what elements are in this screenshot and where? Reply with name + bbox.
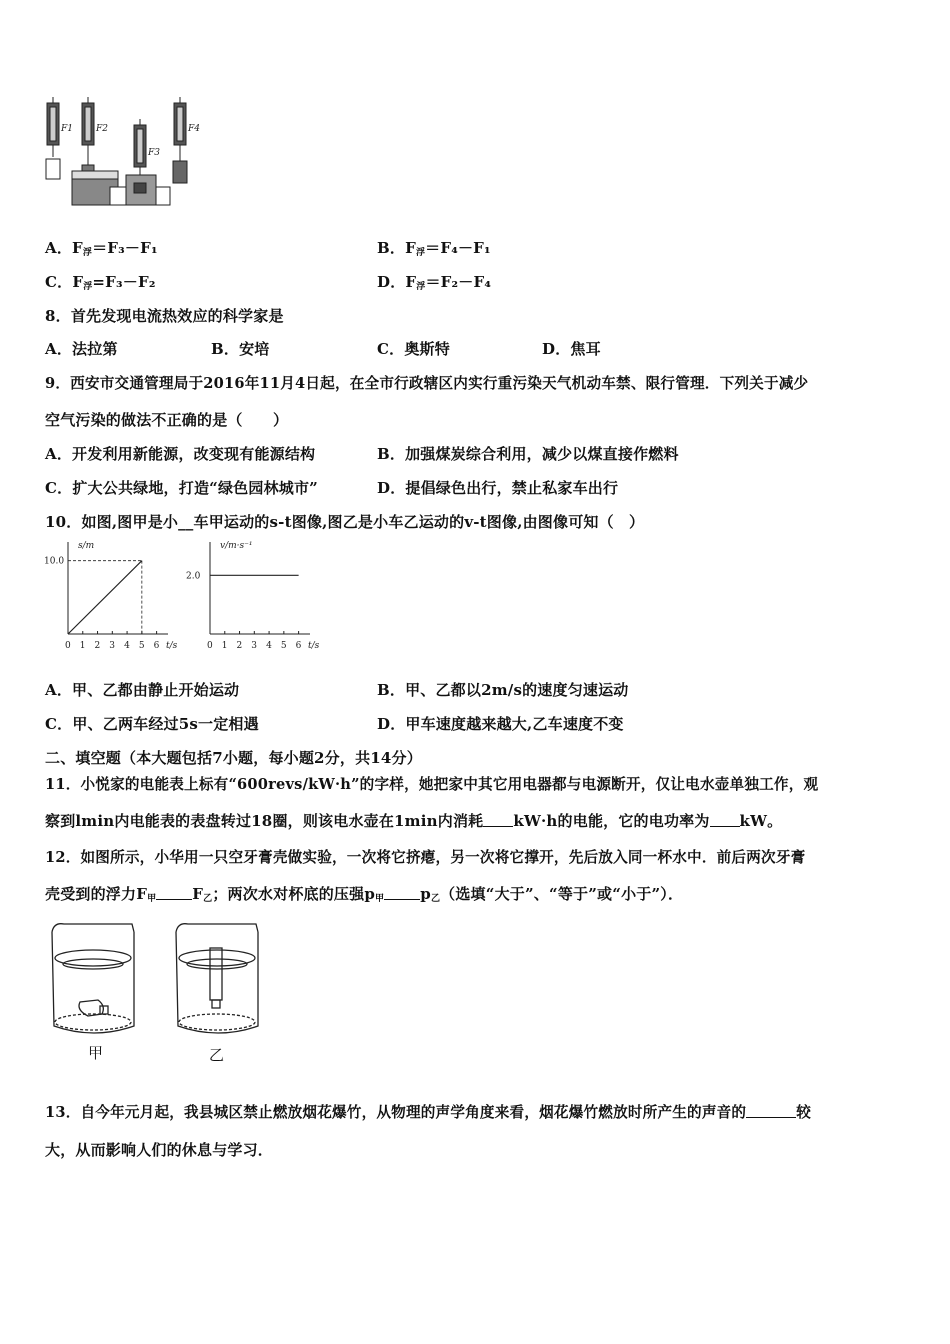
vt-x-tick-label: 5 <box>280 641 287 651</box>
q13-blank[interactable] <box>746 1105 796 1118</box>
q8-option-a: A．法拉第 <box>45 340 118 358</box>
q9-option-c: C．扩大公共绿地，打造“绿色园林城市” <box>45 479 318 497</box>
spring-scale-figure <box>40 95 220 213</box>
st-x-tick-label: 1 <box>79 641 86 651</box>
vt-y-tick-label: 2.0 <box>186 571 201 582</box>
st-x-label: t/s <box>166 641 178 651</box>
st-series-line <box>68 561 142 634</box>
q10-option-c: C．甲、乙两车经过5s一定相遇 <box>45 715 259 733</box>
q8-stem: 8．首先发现电流热效应的科学家是 <box>45 307 284 325</box>
q12-line1: 12．如图所示，小华用一只空牙膏壳做实验，一次将它挤瘪，另一次将它撑开，先后放入同一杯水中．前后两次牙膏 <box>45 849 806 866</box>
vt-x-tick-label: 1 <box>221 641 228 651</box>
q8-option-c: C．奥斯特 <box>377 340 450 358</box>
vt-y-label: v/m·s⁻¹ <box>220 541 253 551</box>
st-x-tick-label: 0 <box>65 641 71 651</box>
q7-option-b: B．$F_浮=F_4-F_1$ <box>377 239 491 258</box>
q11-line1: 11．小悦家的电能表上标有“600revs/kW·h”的字样，她把家中其它用电器都与电源断开，仅让电水壶单独工作，观 <box>45 776 819 793</box>
q7-option-a: A．$F_浮=F_3-F_1$ <box>45 239 158 258</box>
fig-label-jia: 甲 <box>88 1044 104 1062</box>
vt-x-label: t/s <box>308 641 320 651</box>
q7-option-c: C．$F_浮=F_3-F_2$ <box>45 273 156 292</box>
st-x-tick-label: 5 <box>138 641 145 651</box>
q9-option-a: A．开发利用新能源，改变现有能源结构 <box>45 445 316 463</box>
q10-stem: 10．如图,图甲是小__车甲运动的s-t图像,图乙是小车乙运动的v-t图像,由图像可知（ ） <box>45 513 645 531</box>
st-x-tick-label: 6 <box>153 641 160 651</box>
q10-option-b: B．甲、乙都以2m/s的速度匀速运动 <box>377 681 629 699</box>
st-x-tick-label: 2 <box>94 641 101 651</box>
vt-x-tick-label: 0 <box>207 641 213 651</box>
q12-blank-force[interactable] <box>156 887 192 900</box>
st-y-label: s/m <box>78 541 95 551</box>
q9-stem-line1: 9．西安市交通管理局于2016年11月4日起，在全市行政辖区内实行重污染天气机动车禁、限行管理．下列关于减少 <box>45 375 809 392</box>
st-x-tick-label: 3 <box>109 641 116 651</box>
q12-line2: 壳受到的浮力$F_甲$ $F_乙$；两次水对杯底的压强$p_甲$ $p_乙$（选填“大于”、“等于”或“小于”）． <box>45 885 684 904</box>
v-t-graph <box>184 540 320 655</box>
q11-line2: 察到lmin内电能表的表盘转过18圈，则该电水壶在1min内消耗 kW·h的电能，它的电功率为 kW。 <box>45 812 783 830</box>
q13-line1: 13．自今年元月起，我县城区禁止燃放烟花爆竹，从物理的声学角度来看，烟花爆竹燃放时所产生的声音的 较 <box>45 1104 812 1121</box>
st-x-tick-label: 4 <box>124 641 130 651</box>
vt-x-tick-label: 3 <box>251 641 258 651</box>
q13-line2: 大，从而影响人们的休息与学习． <box>45 1141 274 1159</box>
q11-blank-power[interactable] <box>710 814 740 827</box>
label-f2: F2 <box>96 124 108 134</box>
q8-option-d: D．焦耳 <box>542 340 601 358</box>
q7-option-d: D．$F_浮=F_2-F_4$ <box>377 273 492 292</box>
q9-option-d: D．提倡绿色出行，禁止私家车出行 <box>377 479 619 497</box>
s-t-graph <box>42 540 178 655</box>
vt-x-tick-label: 6 <box>295 641 302 651</box>
label-f3: F3 <box>148 148 160 158</box>
q9-option-b: B．加强煤炭综合利用，减少以煤直接作燃料 <box>377 445 679 463</box>
q9-stem-line2: 空气污染的做法不正确的是（ ） <box>45 411 289 429</box>
vt-x-tick-label: 2 <box>236 641 243 651</box>
beakers-figure <box>44 918 264 1068</box>
q11-blank-energy[interactable] <box>483 814 513 827</box>
section-title: 二、填空题（本大题包括7小题，每小题2分，共14分） <box>45 749 422 767</box>
q10-option-d: D．甲车速度越来越大,乙车速度不变 <box>377 715 624 733</box>
label-f1: F1 <box>61 124 73 134</box>
label-f4: F4 <box>188 124 200 134</box>
fig-label-yi: 乙 <box>209 1046 225 1064</box>
q12-blank-pressure[interactable] <box>384 887 420 900</box>
q10-option-a: A．甲、乙都由静止开始运动 <box>45 681 240 699</box>
st-y-tick-label: 10.0 <box>44 556 65 567</box>
q8-option-b: B．安培 <box>211 340 270 358</box>
vt-x-tick-label: 4 <box>266 641 272 651</box>
